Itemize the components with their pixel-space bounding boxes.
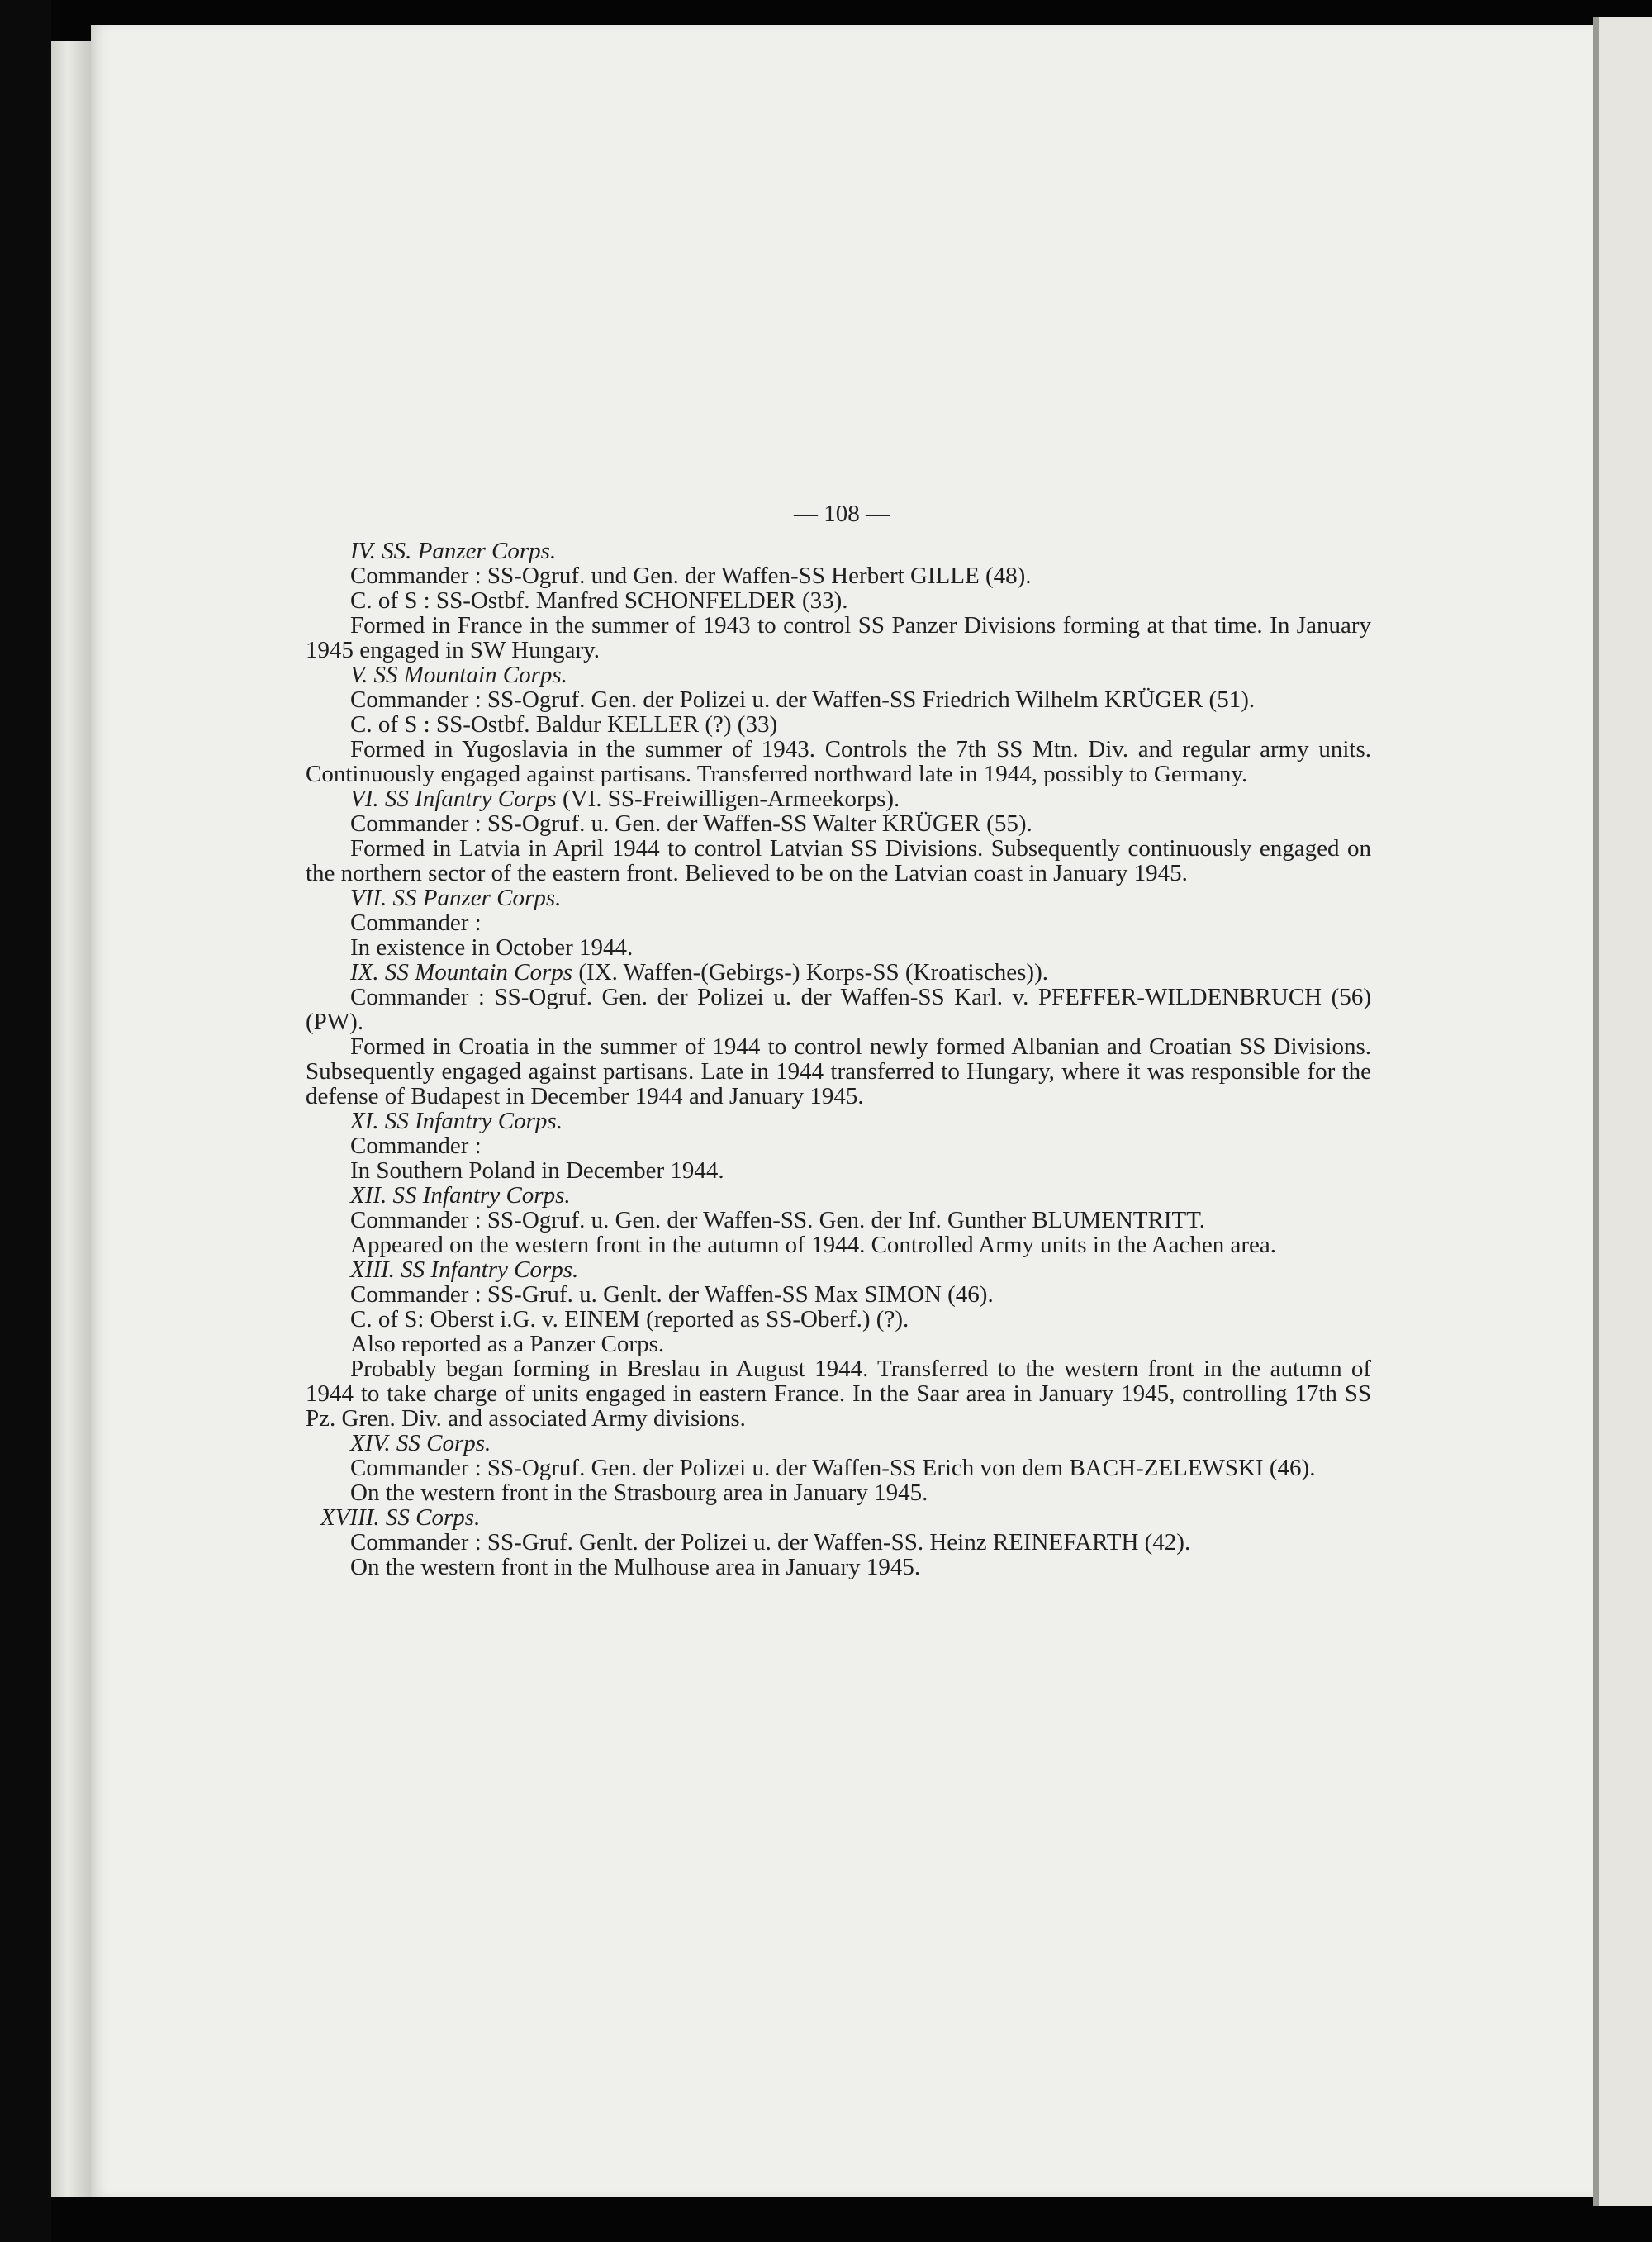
corps-title: VI. SS Infantry Corps <box>350 786 557 812</box>
corps-title: IX. SS Mountain Corps <box>350 959 573 986</box>
corps-line: On the western front in the Mulhouse area in January 1945. <box>350 1554 921 1580</box>
corps-line: In existence in October 1944. <box>350 934 634 961</box>
corps-title: XII. SS Infantry Corps. <box>350 1182 571 1209</box>
corps-entry-v <box>306 663 1371 786</box>
corps-heading <box>306 960 1371 985</box>
corps-heading <box>306 1183 1371 1208</box>
corps-entry-xviii <box>306 1505 1371 1579</box>
corps-line: Formed in Yugoslavia in the summer of 1943. Controls the 7th SS Mtn. Div. and regular army units. Continuously engaged against partisans. Transferred northward late in 1944, possibly to Germany. <box>306 736 1371 787</box>
corps-heading <box>306 1109 1371 1133</box>
corps-entry-xi <box>306 1109 1371 1183</box>
corps-line: C. of S: Oberst i.G. v. EINEM (reported as SS-Oberf.) (?). <box>350 1306 909 1332</box>
corps-line: Commander : SS-Ogruf. Gen. der Polizei u. der Waffen-SS Karl. v. PFEFFER-WILDENBRUCH (56) (PW). <box>306 984 1371 1035</box>
corps-entry-iv <box>306 539 1371 663</box>
corps-title: XVIII. SS Corps. <box>320 1504 481 1531</box>
corps-line: Commander : SS-Ogruf. u. Gen. der Waffen-SS Walter KRÜGER (55). <box>350 810 1032 837</box>
corps-alt-name: (IX. Waffen-(Gebirgs-) Korps-SS (Kroatisches)). <box>572 959 1048 986</box>
corps-heading <box>306 1505 1371 1530</box>
corps-list <box>306 539 1371 1579</box>
corps-line: Commander : <box>350 910 482 936</box>
corps-title: V. SS Mountain Corps. <box>350 662 567 688</box>
corps-line: On the western front in the Strasbourg area in January 1945. <box>350 1480 928 1506</box>
corps-line: Commander : SS-Ogruf. und Gen. der Waffen-SS Herbert GILLE (48). <box>350 563 1032 589</box>
corps-line: Formed in France in the summer of 1943 to control SS Panzer Divisions forming at that time. In January 1945 engaged in SW Hungary. <box>306 612 1371 663</box>
corps-alt-name: (VI. SS-Freiwilligen-Armeekorps). <box>556 786 900 812</box>
corps-entry-vii <box>306 886 1371 960</box>
corps-line: Commander : SS-Gruf. u. Genlt. der Waffen-SS Max SIMON (46). <box>350 1281 994 1308</box>
facing-page-edge <box>1593 17 1652 2206</box>
corps-heading <box>306 539 1371 563</box>
corps-line: Commander : SS-Ogruf. Gen. der Polizei u. der Waffen-SS Erich von dem BACH-ZELEWSKI (46). <box>350 1455 1316 1481</box>
corps-line: Formed in Latvia in April 1944 to control Latvian SS Divisions. Subsequently continuously engaged on the northern sector of the eastern front. Believed to be on the Latvian coast in January 1945. <box>306 835 1371 886</box>
corps-line: C. of S : SS-Ostbf. Baldur KELLER (?) (33) <box>350 711 778 738</box>
corps-entry-xii <box>306 1183 1371 1257</box>
corps-heading <box>306 886 1371 910</box>
corps-heading <box>306 663 1371 687</box>
corps-title: XI. SS Infantry Corps. <box>350 1108 563 1134</box>
corps-heading <box>306 1431 1371 1456</box>
corps-heading <box>306 786 1371 811</box>
corps-line: Also reported as a Panzer Corps. <box>350 1331 665 1357</box>
scan-background-left <box>0 0 51 2242</box>
corps-line: Appeared on the western front in the autumn of 1944. Controlled Army units in the Aachen area. <box>350 1232 1277 1258</box>
corps-title: XIII. SS Infantry Corps. <box>350 1256 579 1283</box>
corps-line: C. of S : SS-Ostbf. Manfred SCHONFELDER (33). <box>350 587 848 614</box>
corps-entry-xiii <box>306 1257 1371 1431</box>
corps-line: Commander : SS-Gruf. Genlt. der Polizei u. der Waffen-SS. Heinz REINEFARTH (42). <box>350 1529 1191 1556</box>
binding-gutter <box>1593 17 1599 2206</box>
corps-entry-ix <box>306 960 1371 1109</box>
corps-line: Commander : SS-Ogruf. Gen. der Polizei u. der Waffen-SS Friedrich Wilhelm KRÜGER (51). <box>350 686 1256 713</box>
page-edge-stack <box>51 41 93 2197</box>
corps-line: Commander : SS-Ogruf. u. Gen. der Waffen-SS. Gen. der Inf. Gunther BLUMENTRITT. <box>350 1207 1206 1233</box>
corps-title: IV. SS. Panzer Corps. <box>350 538 557 564</box>
corps-entry-vi <box>306 786 1371 886</box>
corps-heading <box>306 1257 1371 1282</box>
corps-title: XIV. SS Corps. <box>350 1430 491 1456</box>
corps-line: Formed in Croatia in the summer of 1944 to control newly formed Albanian and Croatian SS Divisions. Subsequently engaged against partisans. Late in 1944 transferred to Hungary, where it was responsible for the defense of Budapest in December 1944 and January 1945. <box>306 1033 1371 1109</box>
corps-title: VII. SS Panzer Corps. <box>350 885 562 911</box>
corps-entry-xiv <box>306 1431 1371 1505</box>
corps-line: In Southern Poland in December 1944. <box>350 1157 724 1184</box>
page-number: — 108 — <box>794 501 890 527</box>
corps-line: Probably began forming in Breslau in August 1944. Transferred to the western front in the autumn of 1944 to take charge of units engaged in eastern France. In the Saar area in January 1945, controlling 17th SS Pz. Gren. Div. and associated Army divisions. <box>306 1356 1371 1432</box>
document-page <box>91 25 1593 2197</box>
corps-line: Commander : <box>350 1133 482 1159</box>
